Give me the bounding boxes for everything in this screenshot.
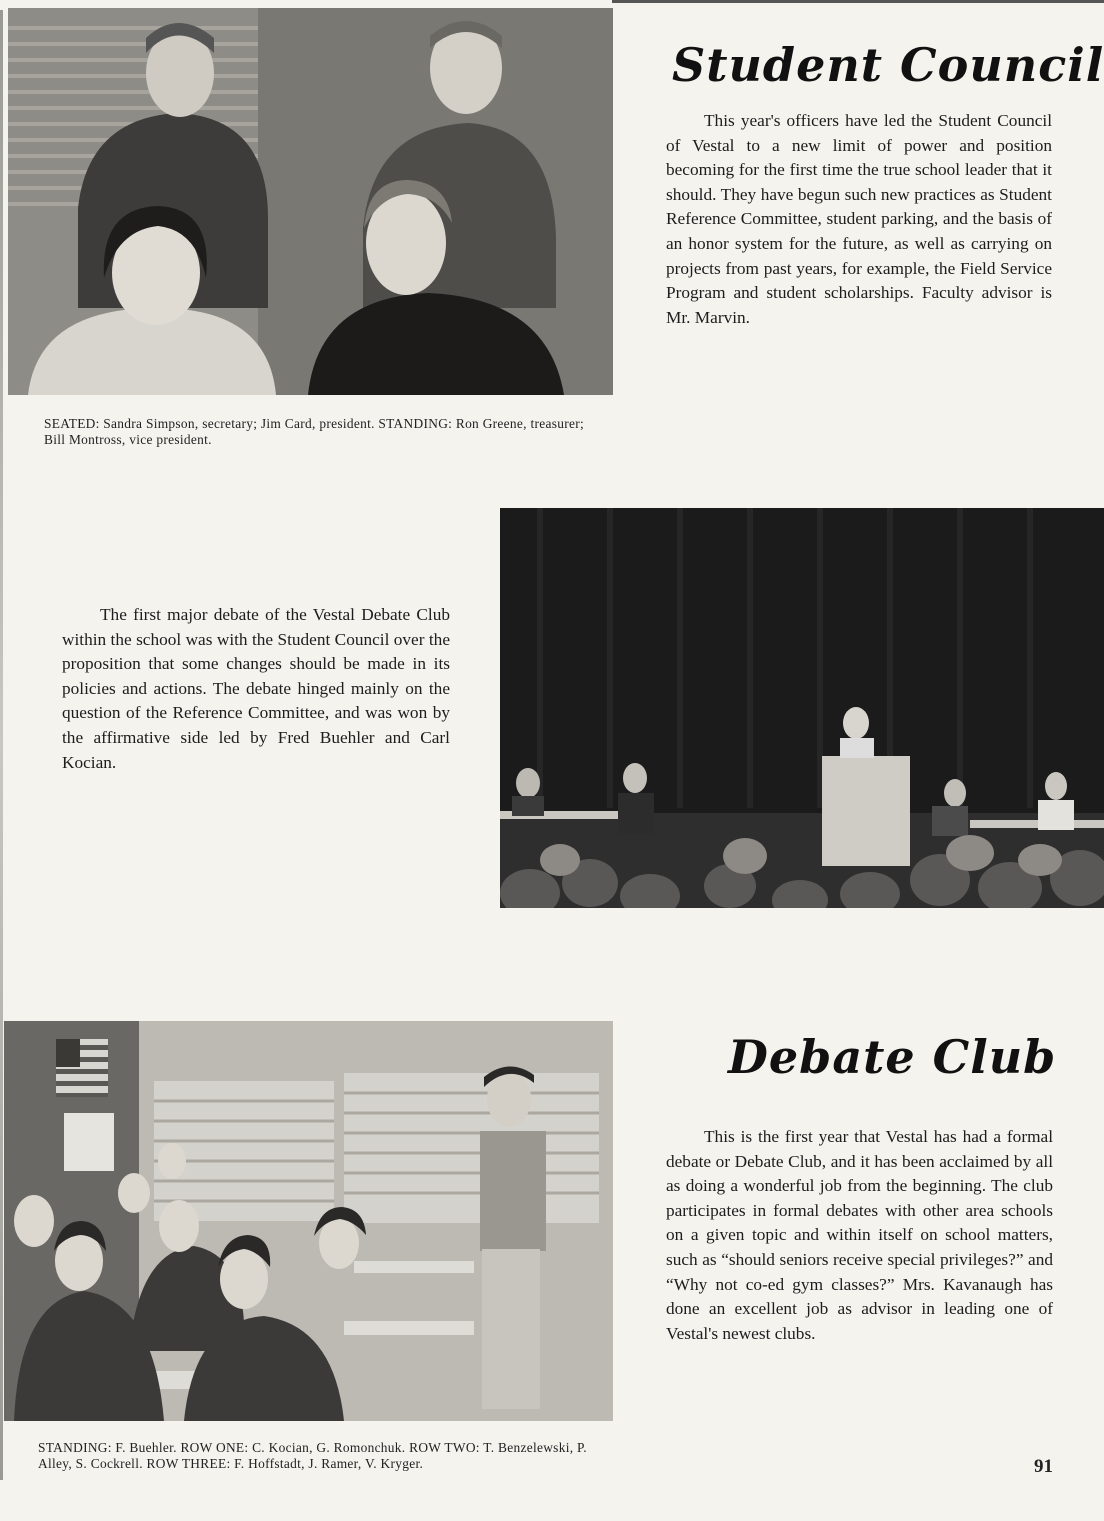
student-council-description: This year's officers have led the Student Council of Vestal to a new limit of power and position becoming for the first time the true school leader that it should. They have begun such new practices as Student Reference Committee, student parking, and the basis of an honor system for the future, as well as carrying on projects from past years, for example, the Field Service Program and student scholarships. Faculty advisor is Mr. Marvin. (666, 111, 1052, 327)
student-council-title: Student Council (672, 38, 1104, 92)
debate-club-members-photo (4, 1021, 613, 1421)
binding-edge (0, 10, 3, 1480)
debate-club-photo-caption: STANDING: F. Buehler. ROW ONE: C. Kocian, G. Romonchuk. ROW TWO: T. Benzelewski, P. Alley, S. Cockrell. ROW THREE: F. Hoffstadt, J. Ramer, V. Kryger. (38, 1440, 587, 1471)
student-council-officers-photo (8, 8, 613, 395)
debate-event-description: The first major debate of the Vestal Debate Club within the school was with the Student Council over the proposition that some changes should be made in its policies and actions. The debate hinged mainly on the question of the Reference Committee, and was won by the affirmative side led by Fred Buehler and Carl Kocian. (62, 605, 450, 772)
student-council-photo-caption: SEATED: Sandra Simpson, secretary; Jim Card, president. STANDING: Ron Greene, treasurer; Bill Montross, vice president. (44, 416, 585, 447)
page-number: 91 (1034, 1456, 1053, 1477)
page-edge (612, 0, 1104, 3)
debate-club-title: Debate Club (728, 1030, 1057, 1084)
debate-stage-photo (500, 508, 1104, 908)
debate-club-description: This is the first year that Vestal has had a formal debate or Debate Club, and it has been acclaimed by all as doing a wonderful job from the beginning. The club participates in formal debates with other area schools on a given topic and within itself on school matters, such as “should seniors receive special privileges?” and “Why not co-ed gym classes?” Mrs. Kavanaugh has done an excellent job as advisor in leading one of Vestal's newest clubs. (666, 1127, 1053, 1343)
